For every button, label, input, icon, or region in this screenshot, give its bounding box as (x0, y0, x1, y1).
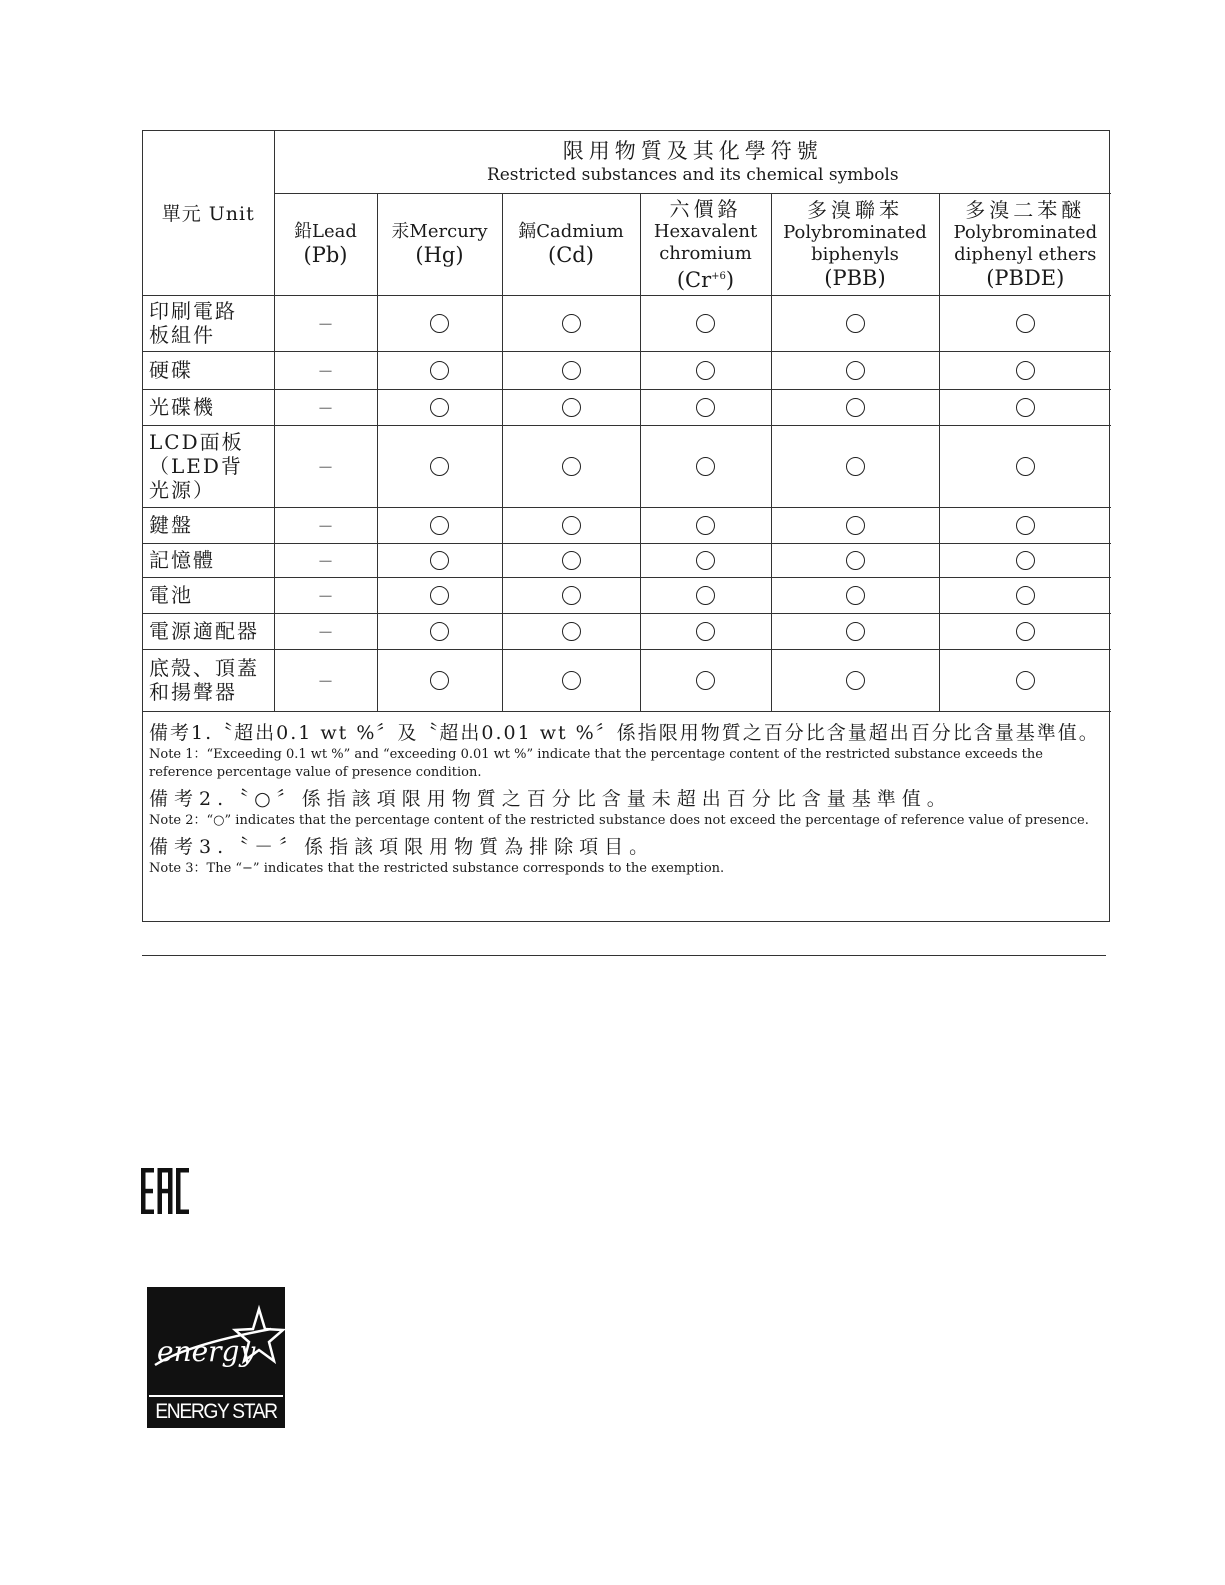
circle-icon (696, 671, 715, 690)
circle-icon (1016, 622, 1035, 641)
circle-icon (562, 516, 581, 535)
compliant-circle-cell (502, 425, 640, 507)
compliant-circle-cell (502, 577, 640, 613)
note-1-cn: 備考1.〝超出0.1 wt %〞及〝超出0.01 wt %〞係指限用物質之百分比含量超出百分比含量基準值。 (149, 721, 1100, 744)
circle-icon (1016, 457, 1035, 476)
column-symbol: (PBDE) (986, 266, 1065, 290)
table-row (143, 613, 1111, 649)
exemption-dash-cell (274, 507, 377, 543)
column-header-pbde (939, 193, 1111, 295)
dash-mark: － (317, 671, 334, 691)
unit-name-cell (143, 389, 274, 425)
unit-name-cell (143, 649, 274, 711)
circle-icon (430, 516, 449, 535)
compliant-circle-cell (640, 351, 771, 389)
circle-icon (696, 516, 715, 535)
circle-icon (696, 361, 715, 380)
circle-icon (846, 586, 865, 605)
compliant-circle-cell (640, 295, 771, 351)
energy-star-logo (147, 1287, 285, 1428)
exemption-dash-cell (274, 389, 377, 425)
unit-name-cell (143, 425, 274, 507)
circle-icon (696, 551, 715, 570)
exemption-dash-cell (274, 649, 377, 711)
circle-icon (696, 586, 715, 605)
note-2-cn: 備考2.〝○〞係指該項限用物質之百分比含量未超出百分比含量基準值。 (149, 787, 952, 810)
compliant-circle-cell (377, 295, 502, 351)
compliant-circle-cell (377, 351, 502, 389)
circle-icon (430, 671, 449, 690)
compliant-circle-cell (771, 295, 939, 351)
compliant-circle-cell (939, 425, 1111, 507)
circle-icon (562, 586, 581, 605)
column-header-mercury (377, 193, 502, 295)
circle-icon (430, 314, 449, 333)
unit-name-cell (143, 351, 274, 389)
column-header-lead (274, 193, 377, 295)
unit-name-line: 電源適配器 (149, 619, 259, 643)
dash-mark: － (317, 586, 334, 606)
compliant-circle-cell (771, 425, 939, 507)
column-header-cadmium (502, 193, 640, 295)
compliant-circle-cell (771, 389, 939, 425)
compliant-circle-cell (771, 649, 939, 711)
compliant-circle-cell (502, 389, 640, 425)
unit-name-cell (143, 613, 274, 649)
circle-icon (846, 516, 865, 535)
dash-mark: － (317, 361, 334, 381)
logo-divider (149, 1395, 283, 1397)
compliant-circle-cell (771, 507, 939, 543)
circle-icon (562, 314, 581, 333)
note-1-en: Note 1：“Exceeding 0.1 wt %” and “exceeding 0.01 wt %” indicate that the percentage content of the restricted substance exceeds the reference percentage value of presence condition. (149, 746, 1043, 780)
note-3-en: Note 3：The “−” indicates that the restricted substance corresponds to the exemption. (149, 860, 725, 876)
unit-name-line: （LED背 (149, 454, 243, 478)
compliant-circle-cell (771, 543, 939, 577)
table-row (143, 351, 1111, 389)
table-row (143, 577, 1111, 613)
exemption-dash-cell (274, 351, 377, 389)
dash-mark: － (317, 622, 334, 642)
table-title-cn: 限用物質及其化學符號 (562, 138, 823, 163)
column-symbol: (Hg) (415, 243, 464, 267)
column-name-en: biphenyls (811, 244, 899, 265)
compliant-circle-cell (377, 649, 502, 711)
note-2-en: Note 2：“○” indicates that the percentage content of the restricted substance does not exceed the percentage of reference value of presence. (149, 812, 1089, 828)
compliant-circle-cell (939, 295, 1111, 351)
column-name: 鎘Cadmium (518, 221, 624, 242)
circle-icon (1016, 586, 1035, 605)
table-row (143, 649, 1111, 711)
circle-icon (1016, 671, 1035, 690)
circle-icon (430, 551, 449, 570)
exemption-dash-cell (274, 295, 377, 351)
circle-icon (562, 671, 581, 690)
dash-mark: － (317, 457, 334, 477)
eac-mark-icon (141, 1168, 189, 1214)
unit-name-line: 鍵盤 (149, 513, 193, 537)
circle-icon (696, 398, 715, 417)
column-header-pbb (771, 193, 939, 295)
dash-mark: － (317, 516, 334, 536)
compliant-circle-cell (771, 351, 939, 389)
compliant-circle-cell (502, 543, 640, 577)
table-body (143, 295, 1111, 711)
column-symbol: (Cd) (548, 243, 594, 267)
circle-icon (1016, 314, 1035, 333)
compliant-circle-cell (771, 577, 939, 613)
circle-icon (846, 622, 865, 641)
compliant-circle-cell (640, 543, 771, 577)
compliant-circle-cell (502, 507, 640, 543)
unit-name-line: LCD面板 (149, 430, 244, 454)
dash-mark: － (317, 551, 334, 571)
column-name-en: Polybrominated (783, 222, 927, 243)
unit-name-cell (143, 577, 274, 613)
circle-icon (430, 398, 449, 417)
circle-icon (430, 361, 449, 380)
compliant-circle-cell (640, 649, 771, 711)
circle-icon (1016, 361, 1035, 380)
compliant-circle-cell (640, 389, 771, 425)
compliant-circle-cell (502, 295, 640, 351)
circle-icon (846, 361, 865, 380)
compliant-circle-cell (939, 507, 1111, 543)
compliant-circle-cell (939, 577, 1111, 613)
circle-icon (696, 314, 715, 333)
note-3-cn: 備考3.〝－〞係指該項限用物質為排除項目。 (149, 835, 655, 858)
circle-icon (430, 457, 449, 476)
compliant-circle-cell (502, 649, 640, 711)
column-name: 鉛Lead (294, 221, 357, 242)
exemption-dash-cell (274, 425, 377, 507)
table-row (143, 389, 1111, 425)
compliant-circle-cell (640, 613, 771, 649)
column-name-cn: 多溴二苯醚 (965, 198, 1086, 222)
column-name-cn: 六價鉻 (669, 196, 742, 221)
compliant-circle-cell (377, 507, 502, 543)
circle-icon (562, 622, 581, 641)
exemption-dash-cell (274, 543, 377, 577)
restricted-substances-table (142, 130, 1110, 922)
column-symbol: $(Cr^{+6})$ (676, 267, 735, 292)
compliant-circle-cell (939, 649, 1111, 711)
circle-icon (562, 457, 581, 476)
unit-name-line: 底殼、頂蓋 (149, 656, 259, 680)
table-title-en: Restricted substances and its chemical symbols (486, 164, 899, 185)
column-name-en: diphenyl ethers (954, 244, 1097, 265)
unit-name-line: 和揚聲器 (149, 680, 237, 704)
compliant-circle-cell (640, 425, 771, 507)
compliant-circle-cell (939, 351, 1111, 389)
table-row (143, 425, 1111, 507)
column-name-en: Polybrominated (953, 222, 1098, 243)
circle-icon (562, 361, 581, 380)
section-divider (142, 955, 1106, 956)
unit-name-line: 記憶體 (149, 548, 215, 572)
exemption-dash-cell (274, 577, 377, 613)
dash-mark: － (317, 314, 334, 334)
compliant-circle-cell (502, 351, 640, 389)
circle-icon (696, 622, 715, 641)
compliant-circle-cell (377, 425, 502, 507)
column-symbol: (PBB) (824, 266, 886, 290)
dash-mark: － (317, 398, 334, 418)
unit-name-line: 光碟機 (149, 395, 215, 419)
compliant-circle-cell (640, 507, 771, 543)
unit-name-line: 硬碟 (149, 358, 193, 382)
table-row (143, 295, 1111, 351)
column-name-en: chromium (659, 242, 752, 264)
circle-icon (846, 457, 865, 476)
column-name: 汞Mercury (391, 221, 488, 242)
energy-star-label: ENERGY STAR (155, 1400, 277, 1423)
unit-name-line: 光源） (149, 478, 215, 502)
circle-icon (1016, 398, 1035, 417)
unit-name-cell (143, 507, 274, 543)
compliant-circle-cell (939, 389, 1111, 425)
table-row (143, 507, 1111, 543)
unit-name-cell (143, 295, 274, 351)
circle-icon (846, 314, 865, 333)
circle-icon (696, 457, 715, 476)
column-header-hexavalent-chromium (640, 193, 771, 295)
energy-star-icon (147, 1287, 285, 1393)
table-row (143, 543, 1111, 577)
compliant-circle-cell (377, 543, 502, 577)
compliant-circle-cell (939, 543, 1111, 577)
column-name-cn: 多溴聯苯 (807, 198, 903, 222)
circle-icon (562, 551, 581, 570)
circle-icon (846, 551, 865, 570)
circle-icon (430, 586, 449, 605)
notes-cell (143, 711, 1111, 884)
circle-icon (1016, 516, 1035, 535)
svg-text:energy: energy (157, 1335, 256, 1368)
compliant-circle-cell (640, 577, 771, 613)
unit-header: 單元 Unit (143, 131, 274, 295)
compliant-circle-cell (377, 389, 502, 425)
exemption-dash-cell (274, 613, 377, 649)
column-name-en: Hexavalent (653, 220, 758, 242)
unit-name-line: 印刷電路 (149, 299, 237, 323)
circle-icon (846, 671, 865, 690)
circle-icon (846, 398, 865, 417)
circle-icon (562, 398, 581, 417)
table-title (274, 131, 1111, 193)
unit-name-line: 電池 (149, 583, 193, 607)
unit-name-cell (143, 543, 274, 577)
compliant-circle-cell (502, 613, 640, 649)
compliant-circle-cell (377, 613, 502, 649)
compliant-circle-cell (377, 577, 502, 613)
column-symbol: (Pb) (303, 243, 348, 267)
unit-name-line: 板組件 (149, 323, 215, 347)
compliant-circle-cell (939, 613, 1111, 649)
compliant-circle-cell (771, 613, 939, 649)
circle-icon (430, 622, 449, 641)
circle-icon (1016, 551, 1035, 570)
